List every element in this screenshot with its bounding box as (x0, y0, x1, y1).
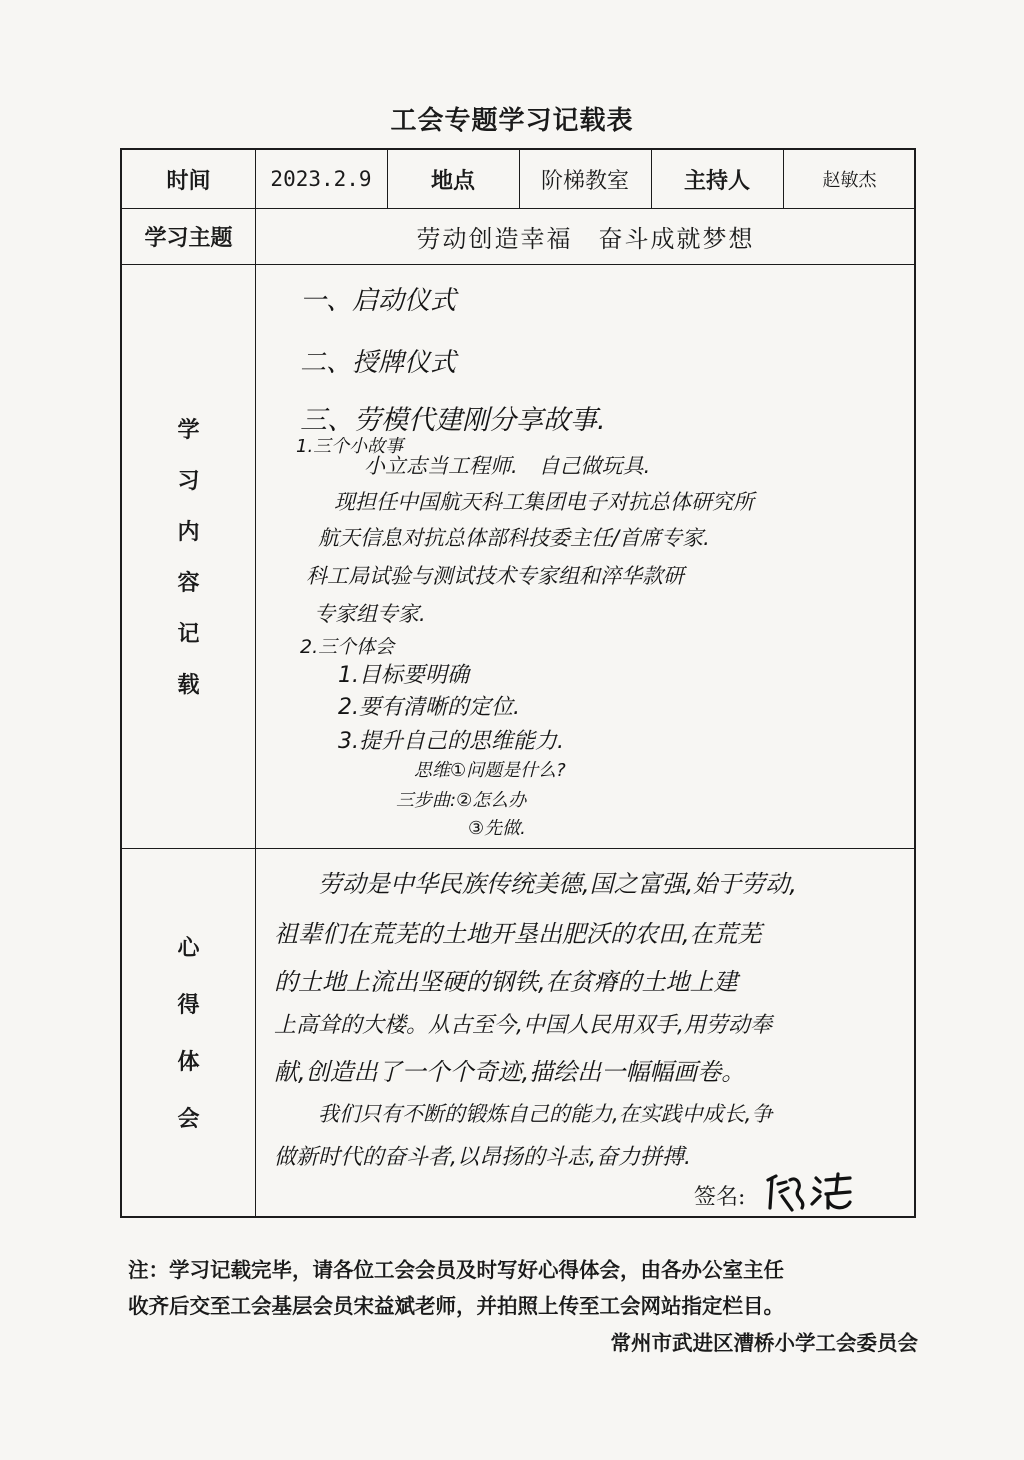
content-label-char: 容 (177, 570, 200, 596)
footer-note (128, 1252, 928, 1324)
reflection-line: 劳动是中华民族传统美德,国之富强,始于劳动, (318, 870, 797, 898)
reflection-line: 上高耸的大楼。从古至今,中国人民用双手,用劳动奉 (274, 1013, 772, 1038)
content-line: 小立志当工程师. 自己做玩具. (364, 454, 651, 478)
footer-organization: 常州市武进区漕桥小学工会委员会 (610, 1331, 918, 1355)
content-line: 二、授牌仪式 (300, 348, 457, 378)
host-label: 主持人 (683, 167, 750, 194)
content-line: 1.三个小故事 (296, 436, 404, 457)
reflection-label-char: 得 (177, 992, 200, 1018)
content-line: 三、劳模代建刚分享故事. (300, 405, 606, 436)
handwritten-signature-icon (762, 1170, 858, 1214)
reflection-line: 祖辈们在荒芜的土地开垦出肥沃的农田,在荒芜 (274, 920, 762, 948)
content-line: ③先做. (468, 818, 526, 839)
reflection-label-char: 会 (177, 1106, 200, 1132)
reflection-line: 献,创造出了一个个奇迹,描绘出一幅幅画卷。 (274, 1058, 746, 1086)
content-label-char: 载 (177, 672, 200, 698)
record-table (120, 148, 916, 1218)
content-line: 现担任中国航天科工集团电子对抗总体研究所 (334, 490, 754, 514)
content-label-char: 内 (177, 519, 200, 545)
topic-value: 劳动创造幸福 奋斗成就梦想 (416, 224, 755, 253)
reflection-line: 的土地上流出坚硬的钢铁,在贫瘠的土地上建 (274, 968, 738, 996)
content-line: 三步曲:②怎么办 (396, 790, 527, 811)
reflection-line: 做新时代的奋斗者,以昂扬的斗志,奋力拼搏. (274, 1145, 691, 1170)
content-label-char: 记 (177, 621, 200, 647)
topic-label: 学习主题 (144, 224, 233, 251)
signature (762, 1170, 858, 1218)
host-value: 赵敏杰 (822, 170, 877, 191)
content-line: 思维①问题是什么? (414, 760, 566, 781)
place-label: 地点 (430, 167, 475, 194)
reflection-label-char: 心 (177, 935, 200, 961)
content-line: 3.提升自己的思维能力. (338, 729, 564, 754)
footer-note-line: 注：学习记载完毕，请各位工会会员及时写好心得体会，由各办公室主任 (128, 1258, 784, 1282)
reflection-label (122, 848, 255, 1216)
content-line: 1.目标要明确 (338, 663, 469, 688)
content-line: 一、启动仪式 (300, 286, 457, 316)
signature-label: 签名: (694, 1185, 746, 1210)
content-line: 航天信息对抗总体部科技委主任/首席专家. (318, 526, 710, 550)
footer-note-line: 收齐后交至工会基层会员宋益斌老师，并拍照上传至工会网站指定栏目。 (128, 1294, 784, 1318)
content-label-char: 习 (177, 468, 200, 494)
reflection-line: 我们只有不断的锻炼自己的能力,在实践中成长,争 (318, 1102, 773, 1126)
page-title: 工会专题学习记载表 (390, 106, 634, 136)
reflection-label-char: 体 (177, 1049, 200, 1075)
content-line: 科工局试验与测试技术专家组和淬华款研 (306, 564, 684, 588)
content-label-char: 学 (177, 417, 200, 443)
time-value: 2023.2.9 (270, 167, 372, 191)
content-line: 专家组专家. (314, 602, 426, 626)
content-line: 2.要有清晰的定位. (338, 695, 520, 720)
content-label (122, 264, 255, 848)
place-value: 阶梯教室 (540, 168, 629, 194)
column-divider (255, 150, 256, 1216)
content-line: 2.三个体会 (300, 636, 395, 658)
time-label: 时间 (166, 167, 211, 194)
